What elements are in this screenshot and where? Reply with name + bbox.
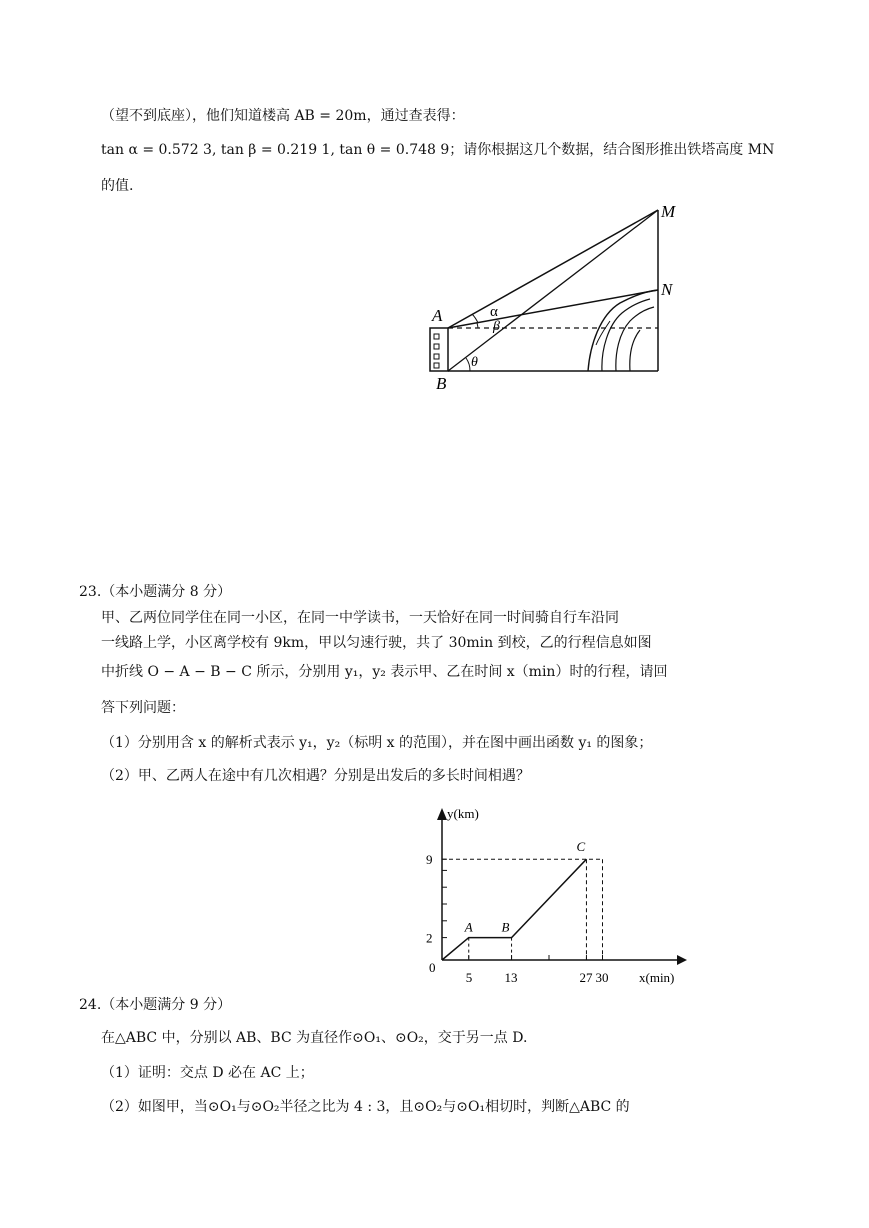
point-label-C: C bbox=[576, 839, 586, 855]
label-theta: θ bbox=[471, 355, 478, 370]
p23-p4: 答下列问题： bbox=[101, 700, 185, 716]
x-tick-label: 30 bbox=[595, 970, 609, 985]
label-N: N bbox=[661, 280, 673, 299]
p24-q2: （2）如图甲，当⊙O₁与⊙O₂半径之比为 4 : 3，且⊙O₂与⊙O₁相切时，判断△ABC 的 bbox=[101, 1099, 630, 1115]
travel-chart bbox=[415, 800, 695, 995]
label-B: B bbox=[436, 374, 447, 393]
origin-label: 0 bbox=[429, 960, 436, 975]
p24-q1: （1）证明：交点 D 必在 AC 上； bbox=[101, 1065, 314, 1081]
y-tick-label: 9 bbox=[426, 852, 433, 868]
p22-line1: （望不到底座），他们知道楼高 AB = 20m，通过查表得： bbox=[101, 108, 465, 124]
p24-header: 24.（本小题满分 9 分） bbox=[79, 997, 232, 1013]
p22-line2: tan α = 0.572 3, tan β = 0.219 1, tan θ = 0.748 9；请你根据这几个数据，结合图形推出铁塔高度 MN bbox=[101, 142, 775, 158]
tower-figure bbox=[420, 195, 700, 400]
p23-p1: 甲、乙两位同学住在同一小区，在同一中学读书，一天恰好在同一时间骑自行车沿同 bbox=[101, 610, 619, 626]
p23-q1: （1）分别用含 x 的解析式表示 y₁，y₂（标明 x 的范围），并在图中画出函数 y₁ 的图象； bbox=[101, 735, 653, 751]
x-axis-arrow bbox=[677, 955, 687, 965]
point-label-A: A bbox=[464, 919, 473, 935]
y-axis-arrow bbox=[437, 808, 447, 820]
x-tick-label: 13 bbox=[504, 970, 518, 985]
p23-q2: （2）甲、乙两人在途中有几次相遇？分别是出发后的多长时间相遇？ bbox=[101, 768, 530, 784]
label-M: M bbox=[661, 202, 676, 221]
x-tick-label: 5 bbox=[465, 970, 473, 985]
p23-header: 23.（本小题满分 8 分） bbox=[79, 584, 232, 600]
p24-p1: 在△ABC 中，分别以 AB、BC 为直径作⊙O₁、⊙O₂，交于另一点 D. bbox=[101, 1030, 528, 1046]
y-axis-label: y(km) bbox=[447, 806, 479, 821]
series-line-yi bbox=[442, 859, 586, 960]
x-tick-label: 27 bbox=[579, 970, 593, 985]
p23-p2: 一线路上学，小区离学校有 9km，甲以匀速行驶，共了 30min 到校，乙的行程信息如图 bbox=[101, 635, 652, 651]
point-label-B: B bbox=[501, 919, 510, 935]
p23-p3: 中折线 O − A − B − C 所示，分别用 y₁，y₂ 表示甲、乙在时间 x（min）时的行程，请回 bbox=[101, 664, 668, 680]
label-alpha: α bbox=[490, 304, 498, 320]
label-A: A bbox=[432, 306, 443, 325]
label-beta: β bbox=[493, 319, 500, 334]
p22-line3: 的值. bbox=[101, 178, 134, 194]
x-axis-label: x(min) bbox=[639, 970, 675, 985]
y-tick-label: 2 bbox=[426, 930, 433, 946]
